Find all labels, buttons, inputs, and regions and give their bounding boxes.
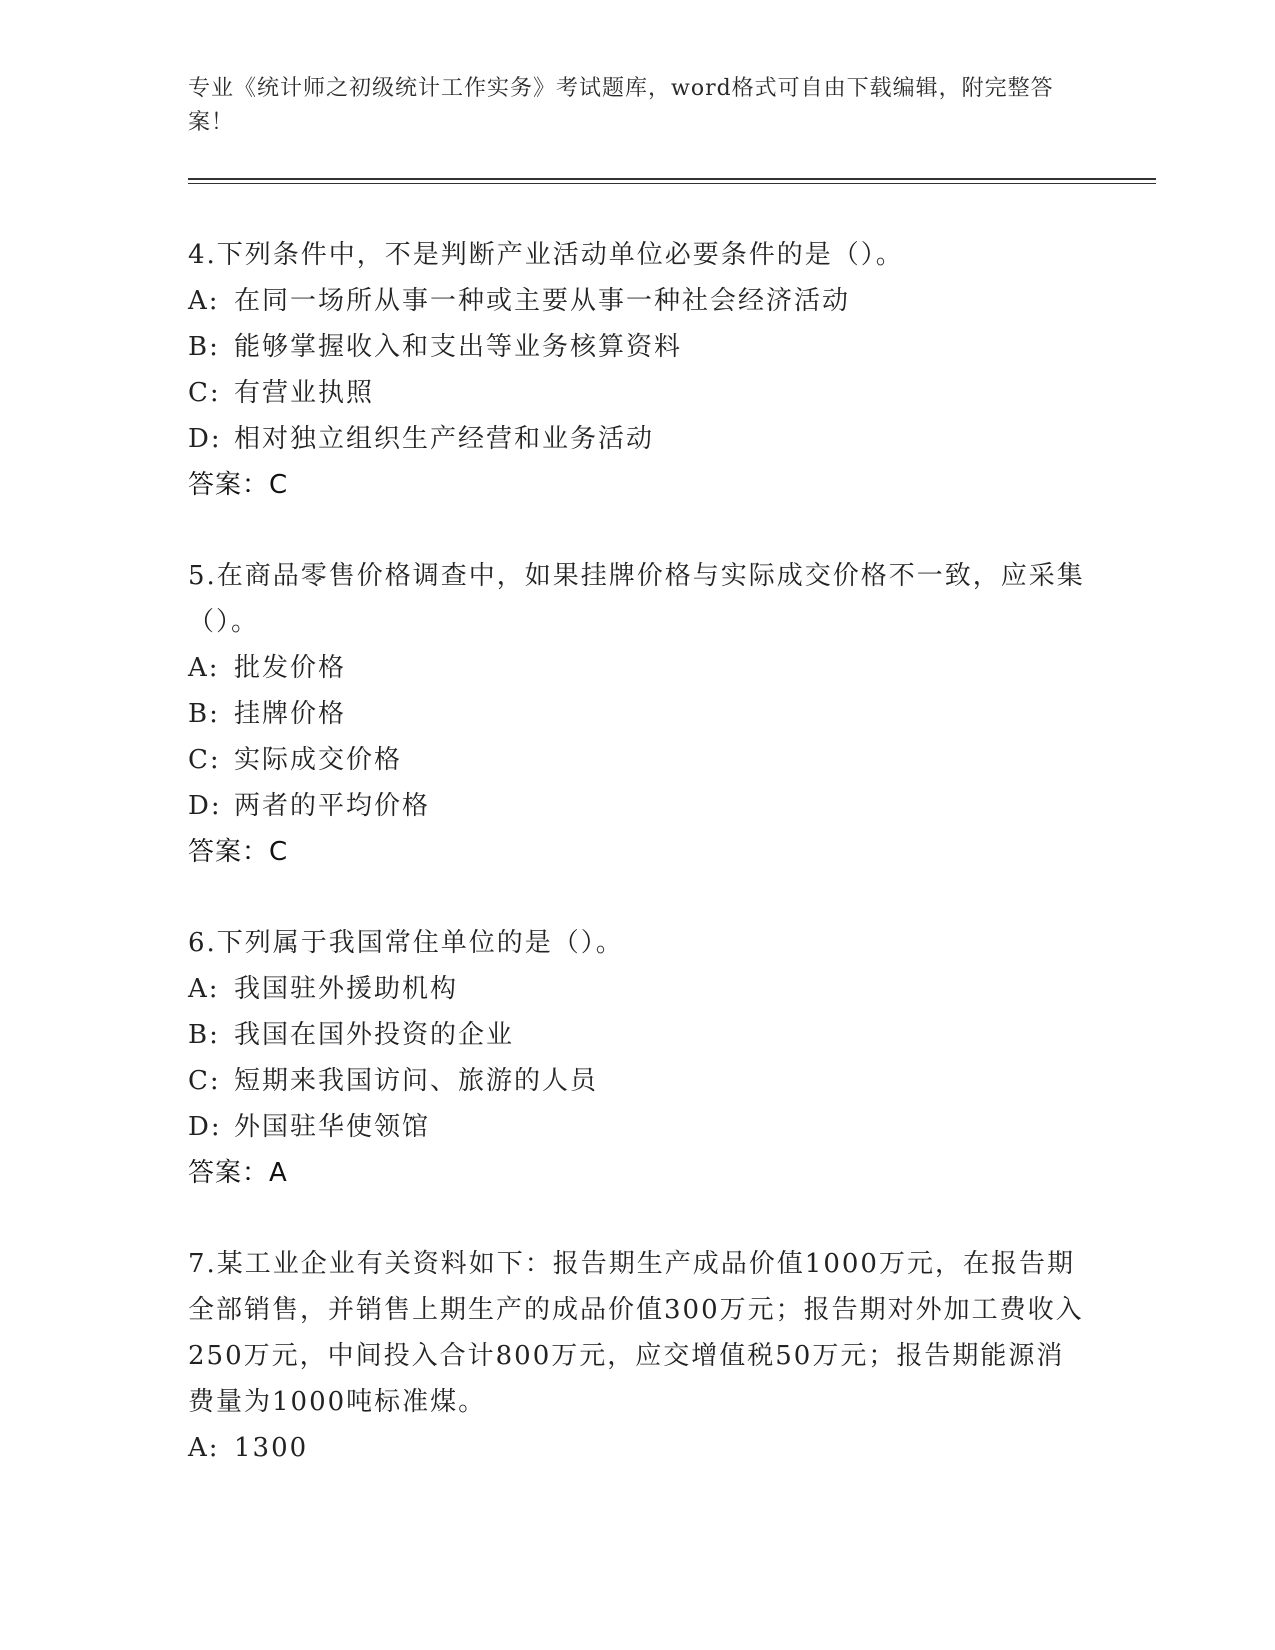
option-key: A: bbox=[188, 974, 220, 1004]
option-a bbox=[188, 645, 1088, 691]
option-text: 1300 bbox=[234, 1433, 309, 1463]
question-stem: 5.在商品零售价格调查中，如果挂牌价格与实际成交价格不一致，应采集（）。 bbox=[188, 561, 1085, 637]
answer-line: 答案：C bbox=[188, 837, 289, 867]
option-key: B: bbox=[188, 699, 220, 729]
option-d bbox=[188, 1104, 1088, 1150]
option-d bbox=[188, 416, 1088, 462]
option-c bbox=[188, 370, 1088, 416]
option-c bbox=[188, 1058, 1088, 1104]
option-a bbox=[188, 966, 1088, 1012]
answer-line: 答案：C bbox=[188, 470, 289, 500]
option-key: A: bbox=[188, 1433, 220, 1463]
option-text: 我国驻外援助机构 bbox=[234, 974, 459, 1004]
option-key: D: bbox=[188, 424, 222, 454]
option-text: 两者的平均价格 bbox=[234, 791, 431, 821]
option-b bbox=[188, 1012, 1088, 1058]
answer-line: 答案：A bbox=[188, 1158, 288, 1188]
option-text: 短期来我国访问、旅游的人员 bbox=[234, 1066, 599, 1096]
question-stem: 6.下列属于我国常住单位的是（）。 bbox=[188, 928, 624, 958]
document-header: 专业《统计师之初级统计工作实务》考试题库，word格式可自由下载编辑，附完整答案！ bbox=[188, 76, 1054, 135]
option-key: B: bbox=[188, 332, 220, 362]
option-b bbox=[188, 691, 1088, 737]
option-d bbox=[188, 783, 1088, 829]
question-item bbox=[188, 232, 1088, 508]
option-text: 能够掌握收入和支出等业务核算资料 bbox=[234, 332, 683, 362]
question-item bbox=[188, 920, 1088, 1196]
option-text: 挂牌价格 bbox=[234, 699, 347, 729]
option-text: 实际成交价格 bbox=[234, 745, 403, 775]
option-key: C: bbox=[188, 378, 221, 408]
option-text: 批发价格 bbox=[234, 653, 347, 683]
option-key: A: bbox=[188, 286, 220, 316]
option-text: 相对独立组织生产经营和业务活动 bbox=[234, 424, 655, 454]
question-stem: 4.下列条件中，不是判断产业活动单位必要条件的是（）。 bbox=[188, 240, 904, 270]
question-item bbox=[188, 1241, 1088, 1471]
option-key: D: bbox=[188, 791, 222, 821]
option-b bbox=[188, 324, 1088, 370]
option-text: 在同一场所从事一种或主要从事一种社会经济活动 bbox=[234, 286, 851, 316]
option-key: D: bbox=[188, 1112, 222, 1142]
question-list bbox=[188, 232, 1088, 1516]
question-stem: 7.某工业企业有关资料如下：报告期生产成品价值1000万元，在报告期全部销售，并销售上期生产的成品价值300万元；报告期对外加工费收入250万元，中间投入合计800万元，应交增值税50万元；报告期能源消费量为1000吨标准煤。 bbox=[188, 1249, 1084, 1417]
option-key: A: bbox=[188, 653, 220, 683]
option-key: C: bbox=[188, 745, 221, 775]
option-text: 有营业执照 bbox=[234, 378, 375, 408]
header-divider-thin bbox=[188, 183, 1156, 184]
option-a bbox=[188, 1425, 1088, 1471]
option-text: 外国驻华使领馆 bbox=[234, 1112, 431, 1142]
option-text: 我国在国外投资的企业 bbox=[234, 1020, 515, 1050]
header-divider-thick bbox=[188, 178, 1156, 180]
question-item bbox=[188, 553, 1088, 875]
option-a bbox=[188, 278, 1088, 324]
option-key: C: bbox=[188, 1066, 221, 1096]
option-c bbox=[188, 737, 1088, 783]
option-key: B: bbox=[188, 1020, 220, 1050]
